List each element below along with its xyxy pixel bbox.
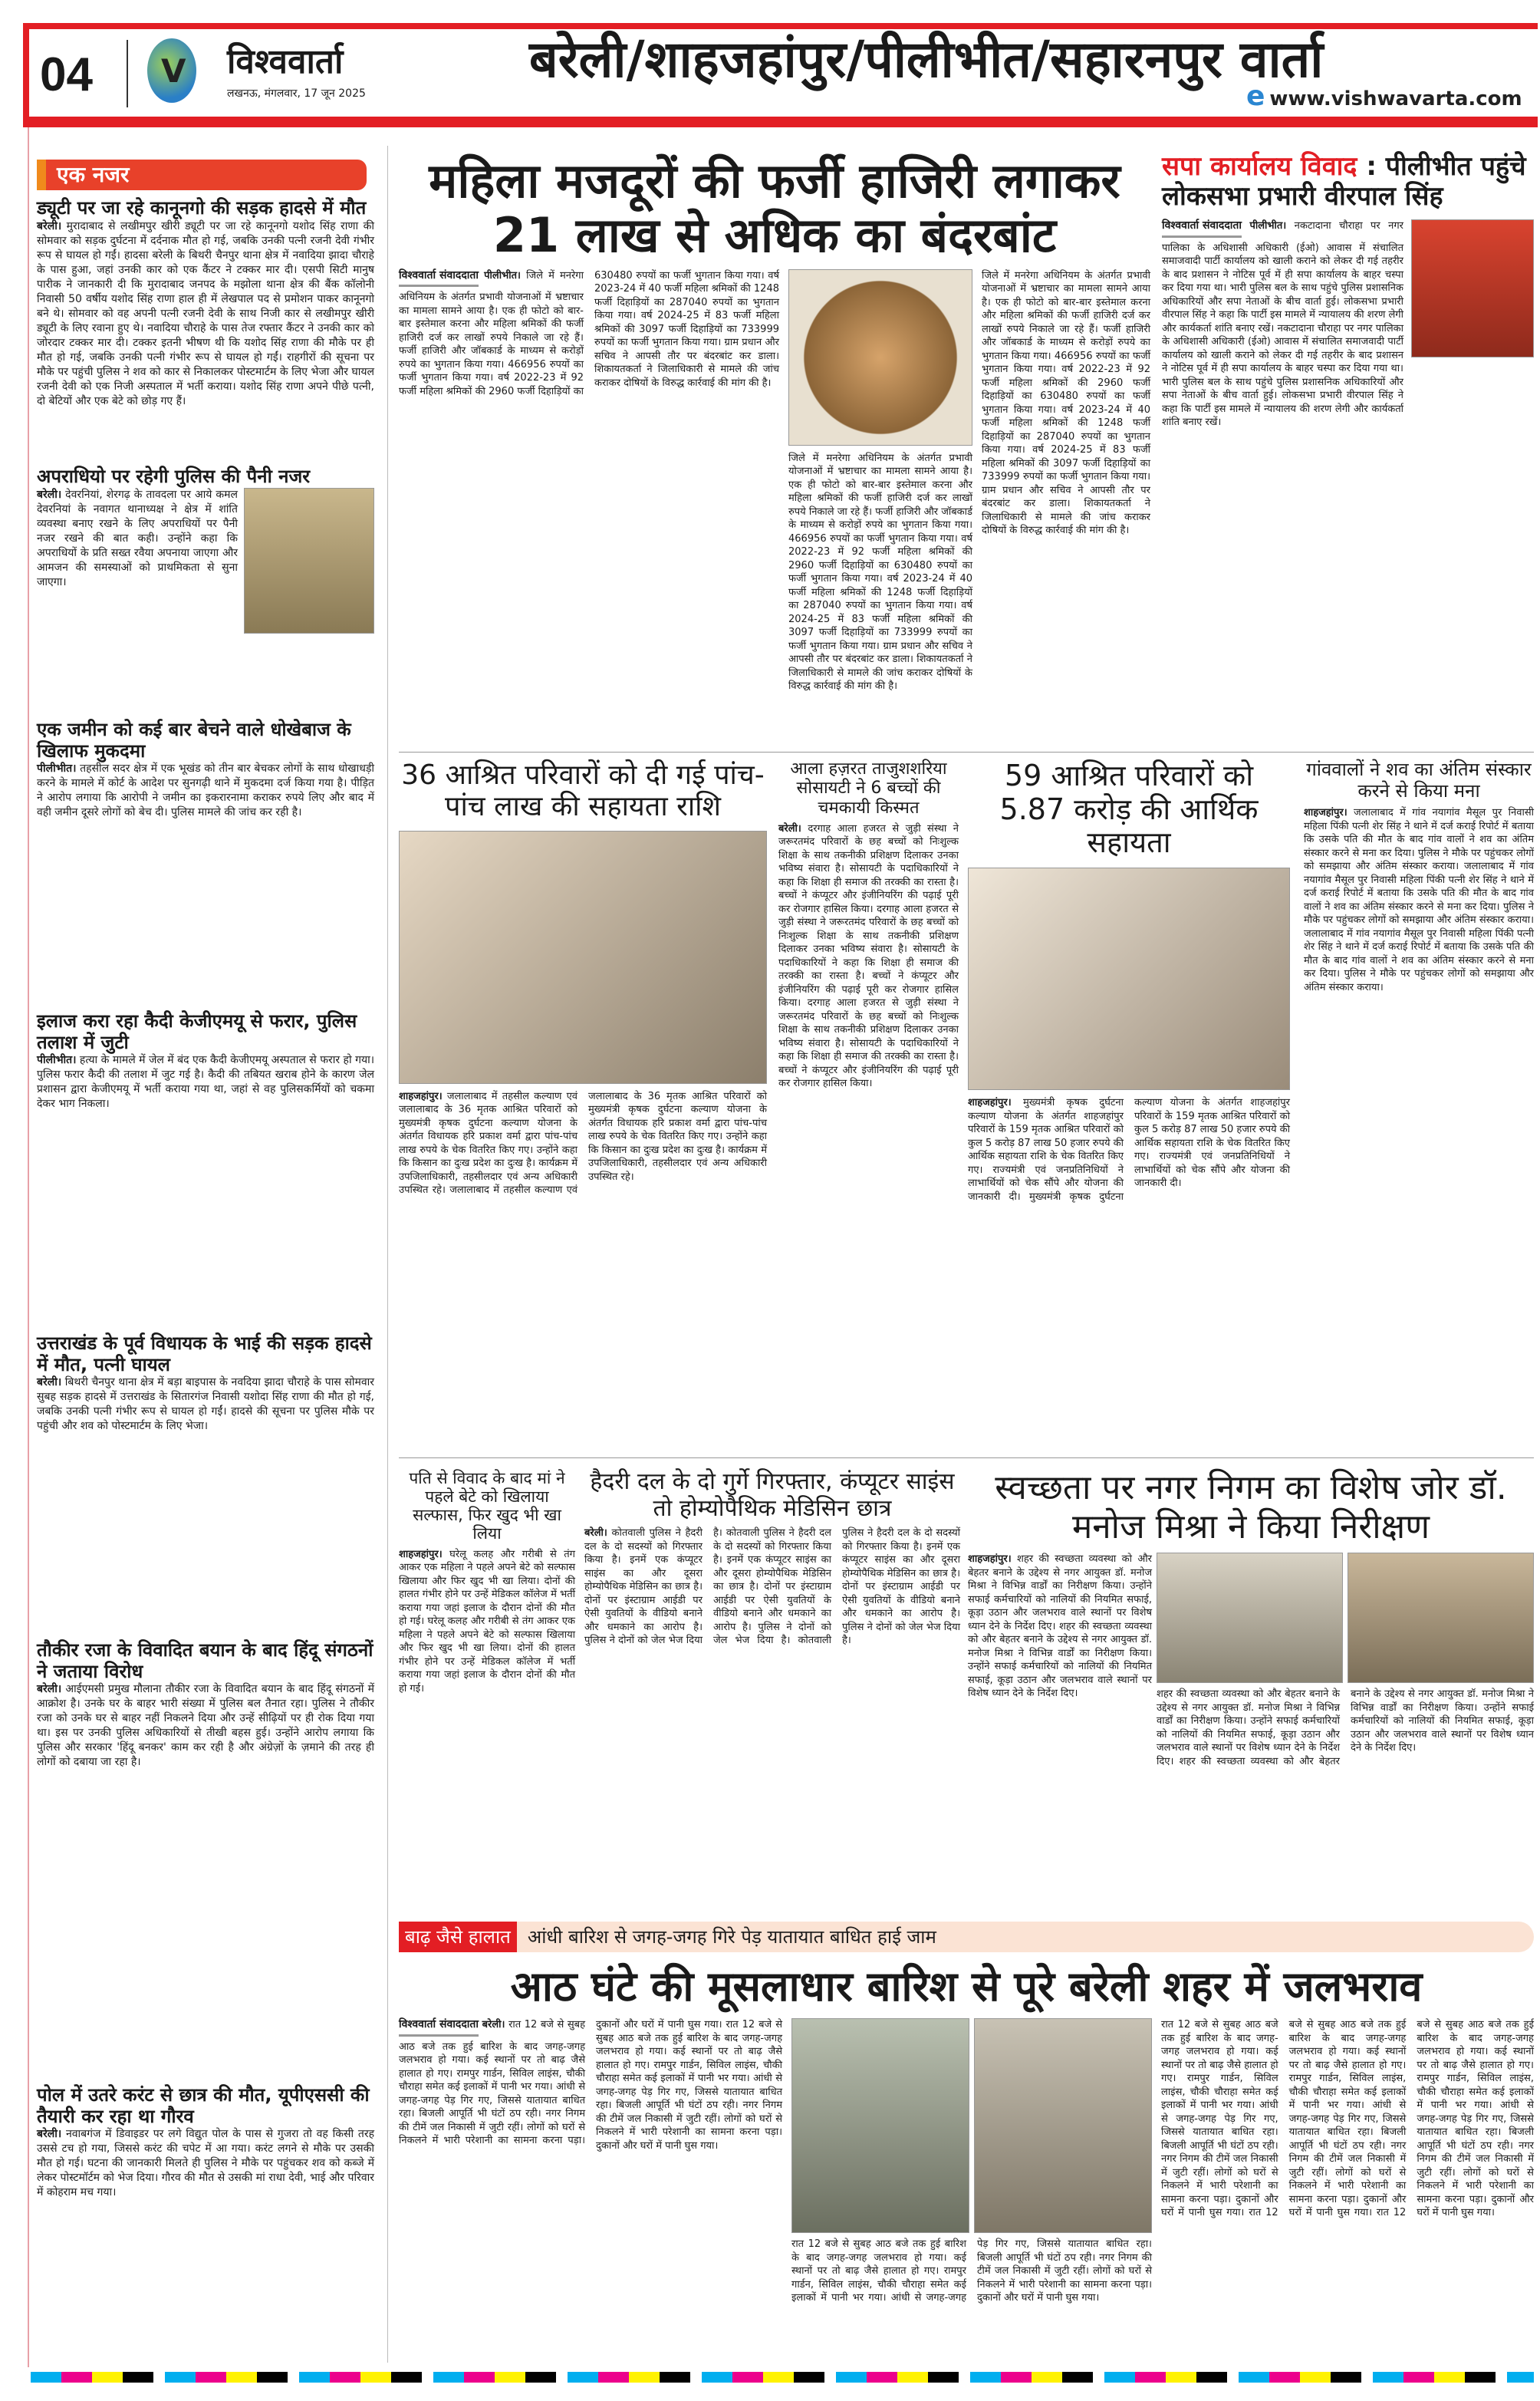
story-body: जलालाबाद में गांव नयागांव मैसूल पुर निवासी महिला पिंकी पत्नी शेर सिंह ने थाने में दर्ज कराई रिपोर्ट में बताया कि उसके पति की मौत के बाद गांव वालों ने शव का अंतिम संस्कार करने से मना कर दिया। पुलिस ने मौके पर पहुंचकर लोगों को समझाया और अंतिम संस्कार कराया। — [1304, 861, 1534, 927]
story-body: शहर की स्वच्छता व्यवस्था को और बेहतर बनाने के उद्देश्य से नगर आयुक्त डॉ. मनोज मिश्रा ने विभिन्न वार्डों का निरीक्षण किया। उन्होंने सफाई कर्मचारियों को नालियों की नियमित सफाई, कूड़ा उठान और जलभराव वाले स्थानों पर विशेष ध्यान देने के निर्देश दिए। — [968, 1620, 1153, 1700]
left-margin-rule — [28, 127, 29, 2367]
story-59-families — [968, 759, 1290, 1450]
dateline: बरेली। — [584, 1527, 607, 1539]
brief-headline: तौकीर रजा के विवादित बयान के बाद हिंदू संगठनों ने जताया विरोध — [37, 1639, 373, 1682]
story-body: मुख्यमंत्री कृषक दुर्घटना कल्याण योजना के अंतर्गत शाहजहांपुर परिवारों के 159 मृतक आश्रित परिवारों को कुल 5 करोड़ 87 लाख 50 हजार रुपये की आर्थिक सहायता राशि के चेक वितरित किए गए। राज्यमंत्री एवं जनप्रतिनिधियों ने लाभार्थियों को चेक सौंपे और योजना की जानकारी दी। — [968, 1097, 1124, 1203]
story-body: रात 12 बजे से सुबह आठ बजे तक हुई बारिश के बाद जगह-जगह जलभराव हो गया। कई स्थानों पर तो बाढ़ जैसे हालात हो गए। रामपुर गार्डन, सिविल लाइंस, चौकी चौराहा समेत कई इलाकों में पानी भर गया। आंधी से जगह-जगह पेड़ गिर गए, जिससे यातायात बाधित रहा। बिजली आपूर्ति भी घंटों ठप रही। नगर निगम की टीमें जल निकासी में जुटी रहीं। लोगों को घरों से निकलने में भारी परेशानी का सामना करना पड़ा। दुकानों और घरों में पानी घुस गया। — [596, 2019, 782, 2152]
lead-body-text: जिले में मनरेगा अधिनियम के अंतर्गत प्रभावी योजनाओं में भ्रष्टाचार का मामला सामने आया है। एक ही फोटो को बार-बार इस्तेमाल करना और महिला श्रमिकों की फर्जी हाजिरी दर्ज कर लाखों रुपये निकाले जा रहे हैं। फर्जी हाजिरी और जॉबकार्ड के माध्यम से करोड़ों रुपये का भुगतान किया गया। 466956 रुपयों का फर्जी भुगतान किया गया। वर्ष 2022-23 में 92 फर्जी महिला श्रमिकों की 2960 फर्जी दिहाड़ियों का 630480 रुपयों का फर्जी भुगतान किया गया। वर्ष 2023-24 में 40 फर्जी महिला श्रमिकों की 1248 फर्जी दिहाड़ियों का 287040 रुपयों का भुगतान किया गया। वर्ष 2024-25 में 83 फर्जी महिला श्रमिकों की 3097 फर्जी दिहाड़ियों का 733999 रुपयों का फर्जी भुगतान किया गया। ग्राम प्रधान और सचिव ने आपसी तौर पर बंदरबांट कर डाला। शिकायतकर्ता ने जिलाधिकारी से मामले की जांच कराकर दोषियों के विरुद्ध कार्रवाई की मांग की है। — [399, 269, 779, 397]
dateline: बरेली। — [482, 2019, 505, 2031]
story-body: मुख्यमंत्री कृषक दुर्घटना कल्याण योजना के अंतर्गत शाहजहांपुर परिवारों के 159 मृतक आश्रित परिवारों को कुल 5 करोड़ 87 लाख 50 हजार रुपये की आर्थिक सहायता राशि के चेक वितरित किए गए। राज्यमंत्री एवं जनप्रतिनिधियों ने लाभार्थियों को चेक सौंपे और योजना की जानकारी दी। — [1029, 1097, 1290, 1203]
story-body: जलालाबाद में गांव नयागांव मैसूल पुर निवासी महिला पिंकी पत्नी शेर सिंह ने थाने में दर्ज कराई रिपोर्ट में बताया कि उसके पति की मौत के बाद गांव वालों ने शव का अंतिम संस्कार करने से मना कर दिया। पुलिस ने मौके पर पहुंचकर लोगों को समझाया और अंतिम संस्कार कराया। — [1304, 927, 1534, 993]
row-divider — [399, 1457, 1534, 1458]
section-title: बरेली/शाहजहांपुर/पीलीभीत/सहारनपुर वार्ता — [529, 30, 1324, 89]
divider — [127, 40, 128, 107]
story-body: रात 12 बजे से सुबह आठ बजे तक हुई बारिश के बाद जगह-जगह जलभराव हो गया। कई स्थानों पर तो बाढ़ जैसे हालात हो गए। रामपुर गार्डन, सिविल लाइंस, चौकी चौराहा समेत कई इलाकों में पानी भर गया। आंधी से जगह-जगह पेड़ गिर गए, जिससे यातायात बाधित रहा। बिजली आपूर्ति भी घंटों ठप रही। नगर निगम की टीमें जल निकासी में जुटी रहीं। लोगों को घरों से निकलने में भारी परेशानी का सामना करना पड़ा। दुकानों और घरों में पानी घुस गया। — [1376, 2019, 1534, 2219]
brief-dateline: बरेली। — [37, 1376, 62, 1389]
story-body: शहर की स्वच्छता व्यवस्था को और बेहतर बनाने के उद्देश्य से नगर आयुक्त डॉ. मनोज मिश्रा ने विभिन्न वार्डों का निरीक्षण किया। उन्होंने सफाई कर्मचारियों को नालियों की नियमित सफाई, कूड़ा उठान और जलभराव वाले स्थानों पर विशेष ध्यान देने के निर्देश दिए। — [1157, 1688, 1340, 1767]
story-body: घरेलू कलह और गरीबी से तंग आकर एक महिला ने पहले अपने बेटे को सल्फास खिलाया और फिर खुद भी खा लिया। दोनों की हालत गंभीर होने पर उन्हें मेडिकल कॉलेज में भर्ती कराया गया जहां इलाज के दौरान दोनों की मौत हो गई। — [399, 1548, 575, 1628]
brief-body: हत्या के मामले में जेल में बंद एक कैदी केजीएमयू अस्पताल से फरार हो गया। पुलिस फरार कैदी की तलाश में जुट गई है। कैदी की तबियत खराब होने के कारण जेल प्रशासन द्वारा केजीएमयू में भर्ती कराया गया था, जहां से वह पुलिसकर्मियों को चकमा देकर भाग निकला। — [37, 1054, 375, 1111]
bottom-story — [399, 1922, 1534, 2366]
brief-dateline: बरेली। — [37, 1683, 62, 1696]
brief-headline: अपराधियो पर रहेगी पुलिस की पैनी नजर — [37, 466, 311, 487]
byline: विश्ववार्ता संवाददाता — [399, 2018, 479, 2037]
brief-story — [37, 1640, 374, 2085]
sweeper-photo — [1348, 1553, 1534, 1683]
dateline: शाहजहांपुर। — [1304, 807, 1348, 819]
officer-photo — [244, 488, 374, 634]
dateline: शाहजहांपुर। — [968, 1553, 1012, 1566]
story-headline: स्वच्छता पर नगर निगम का विशेष जोर डॉ. मनोज मिश्रा ने किया निरीक्षण — [995, 1468, 1507, 1546]
right-top-story — [1162, 152, 1534, 748]
right-top-headline — [1162, 152, 1534, 212]
brief-body: तहसील सदर क्षेत्र में एक भूखंड को तीन बार बेचकर लोगों के साथ धोखाधड़ी करने के मामले में कोर्ट के आदेश पर सुनगढ़ी थाने में मुकदमा दर्ज किया गया है। पीड़ित ने आरोप लगाया कि आरोपी ने जमीन का इकरारनामा कराकर रुपये लिए और बाद में वही जमीन दूसरे लोगों को बेच दी। पुलिस मामले की जांच कर रही है। — [37, 762, 374, 819]
story-body: रात 12 बजे से सुबह आठ बजे तक हुई बारिश के बाद जगह-जगह जलभराव हो गया। कई स्थानों पर तो बाढ़ जैसे हालात हो गए। रामपुर गार्डन, सिविल लाइंस, चौकी चौराहा समेत कई इलाकों में पानी भर गया। आंधी से जगह-जगह पेड़ गिर गए, जिससे यातायात बाधित रहा। बिजली आपूर्ति भी घंटों ठप रही। नगर निगम की टीमें जल निकासी में जुटी रहीं। लोगों को घरों से निकलने में भारी परेशानी का सामना करना पड़ा। दुकानों और घरों में पानी घुस गया। — [1161, 2019, 1278, 2219]
bottom-story-body — [399, 2018, 1534, 2366]
cheque-distribution-photo — [399, 831, 767, 1084]
brief-dateline: पीलीभीत। — [37, 1054, 77, 1067]
story-body: शहर की स्वच्छता व्यवस्था को और बेहतर बनाने के उद्देश्य से नगर आयुक्त डॉ. मनोज मिश्रा ने विभिन्न वार्डों का निरीक्षण किया। उन्होंने सफाई कर्मचारियों को नालियों की नियमित सफाई, कूड़ा उठान और जलभराव वाले स्थानों पर विशेष ध्यान देने के निर्देश दिए। — [1179, 1688, 1534, 1767]
brief-story — [37, 720, 374, 1011]
bottom-headline: आठ घंटे की मूसलाधार बारिश से पूरे बरेली शहर में जलभराव — [510, 1962, 1423, 2011]
byline: विश्ववार्ता संवाददाता — [399, 269, 479, 288]
color-registration-bar — [31, 2372, 1534, 2383]
story-headline: पति से विवाद के बाद मां ने पहले बेटे को खिलाया सल्फास, फिर खुद भी खा लिया — [409, 1469, 565, 1543]
headline-kicker: सपा कार्यालय विवाद — [1162, 151, 1357, 182]
story-headline: 59 आश्रित परिवारों को 5.87 करोड़ की आर्थिक सहायता — [999, 759, 1259, 860]
story-body: कोतवाली पुलिस ने हैदरी दल के दो सदस्यों को गिरफ्तार किया है। इनमें एक कंप्यूटर साइंस का और दूसरा होम्योपैथिक मेडिसिन का छात्र है। दोनों पर इंस्टाग्राम आईडी पर ऐसी युवतियों के वीडियो बनाने और धमकाने का आरोप है। पुलिस ने दोनों को जेल भेज दिया है। — [798, 1527, 960, 1646]
dateline: शाहजहांपुर। — [399, 1548, 443, 1560]
lead-body-text: जिले में मनरेगा अधिनियम के अंतर्गत प्रभावी योजनाओं में भ्रष्टाचार का मामला सामने आया है। एक ही फोटो को बार-बार इस्तेमाल करना और महिला श्रमिकों की फर्जी हाजिरी दर्ज कर लाखों रुपये निकाले जा रहे हैं। फर्जी हाजिरी और जॉबकार्ड के माध्यम से करोड़ों रुपये का भुगतान किया गया। 466956 रुपयों का फर्जी भुगतान किया गया। वर्ष 2022-23 में 92 फर्जी महिला श्रमिकों की 2960 फर्जी दिहाड़ियों का 630480 रुपयों का फर्जी भुगतान किया गया। वर्ष 2023-24 में 40 फर्जी महिला श्रमिकों की 1248 फर्जी दिहाड़ियों का 287040 रुपयों का भुगतान किया गया। वर्ष 2024-25 में 83 फर्जी महिला श्रमिकों की 3097 फर्जी दिहाड़ियों का 733999 रुपयों का फर्जी भुगतान किया गया। ग्राम प्रधान और सचिव ने आपसी तौर पर बंदरबांट कर डाला। शिकायतकर्ता ने जिलाधिकारी से मामले की जांच कराकर दोषियों के विरुद्ध कार्रवाई की मांग की है। — [788, 452, 972, 693]
left-column — [37, 198, 374, 2361]
cartoon-illustration — [788, 269, 972, 446]
lead-story-body — [399, 269, 1150, 748]
banner-tag: बाढ़ जैसे हालात — [399, 1922, 517, 1952]
dateline: लखनऊ, मंगलवार, 17 जून 2025 — [227, 87, 366, 100]
brief-dateline: पीलीभीत। — [37, 762, 77, 776]
brief-headline: उत्तराखंड के पूर्व विधायक के भाई की सड़क हादसे में मौत, पत्नी घायल — [37, 1332, 372, 1375]
lead-body-text: जिले में मनरेगा अधिनियम के अंतर्गत प्रभावी योजनाओं में भ्रष्टाचार का मामला सामने आया है। एक ही फोटो को बार-बार इस्तेमाल करना और महिला श्रमिकों की फर्जी हाजिरी दर्ज कर लाखों रुपये निकाले जा रहे हैं। फर्जी हाजिरी और जॉबकार्ड के माध्यम से करोड़ों रुपये का भुगतान किया गया। 466956 रुपयों का फर्जी भुगतान किया गया। वर्ष 2022-23 में 92 फर्जी महिला श्रमिकों की 2960 फर्जी दिहाड़ियों का 630480 रुपयों का फर्जी भुगतान किया गया। वर्ष 2023-24 में 40 फर्जी महिला श्रमिकों की 1248 फर्जी दिहाड़ियों का 287040 रुपयों का भुगतान किया गया। वर्ष 2024-25 में 83 फर्जी महिला श्रमिकों की 3097 फर्जी दिहाड़ियों का 733999 रुपयों का फर्जी भुगतान किया गया। ग्राम प्रधान और सचिव ने आपसी तौर पर बंदरबांट कर डाला। शिकायतकर्ता ने जिलाधिकारी से मामले की जांच कराकर दोषियों के विरुद्ध कार्रवाई की मांग की है। — [982, 269, 1150, 537]
story-body: कोतवाली पुलिस ने हैदरी दल के दो सदस्यों को गिरफ्तार किया है। इनमें एक कंप्यूटर साइंस का और दूसरा होम्योपैथिक मेडिसिन का छात्र है। दोनों पर इंस्टाग्राम आईडी पर ऐसी युवतियों के वीडियो बनाने और धमकाने का आरोप है। पुलिस ने दोनों को जेल भेज दिया है। — [713, 1527, 831, 1646]
banner-text: आंधी बारिश से जगह-जगह गिरे पेड़ यातायात बाधित हाई जाम — [527, 1926, 936, 1948]
street-flood-photo — [974, 2018, 1152, 2233]
story-cleanliness — [968, 1469, 1534, 1910]
story-body: रात 12 बजे से सुबह आठ बजे तक हुई बारिश के बाद जगह-जगह जलभराव हो गया। कई स्थानों पर तो बाढ़ जैसे हालात हो गए। रामपुर गार्डन, सिविल लाइंस, चौकी चौराहा समेत कई इलाकों में पानी भर गया। आंधी से जगह-जगह पेड़ गिर गए, जिससे यातायात बाधित रहा। बिजली आपूर्ति भी घंटों ठप रही। नगर निगम की टीमें जल निकासी में जुटी रहीं। लोगों को घरों से निकलने में भारी परेशानी का सामना करना पड़ा। दुकानों और घरों में पानी घुस गया। — [791, 2238, 1152, 2304]
logo-icon: V — [147, 38, 196, 103]
brief-dateline: बरेली। — [37, 488, 62, 501]
story-headline: आला हज़रत ताजुशशरिया सोसायटी ने 6 बच्चों की चमकायी किस्मत — [790, 759, 947, 818]
lead-headline-line1: महिला मजदूरों की फर्जी हाजिरी लगाकर — [429, 153, 1120, 209]
inspection-photo — [1157, 1553, 1343, 1683]
brief-headline: इलाज करा रहा कैदी केजीएमयू से फरार, पुलिस तलाश में जुटी — [37, 1010, 357, 1053]
story-ala-hazrat — [778, 759, 959, 1450]
waterlogging-photo — [791, 2018, 969, 2233]
byline: विश्ववार्ता संवाददाता — [1162, 219, 1242, 238]
flood-banner — [399, 1922, 1534, 1952]
page-number: 04 — [40, 48, 93, 101]
brief-headline: ड्यूटी पर जा रहे कानूनगो की सड़क हादसे में मौत — [37, 197, 367, 219]
story-body: रात 12 बजे से सुबह आठ बजे तक हुई बारिश के बाद जगह-जगह जलभराव हो गया। कई स्थानों पर तो बाढ़ जैसे हालात हो गए। रामपुर गार्डन, सिविल लाइंस, चौकी चौराहा समेत कई इलाकों में पानी भर गया। आंधी से जगह-जगह पेड़ गिर गए, जिससे यातायात बाधित रहा। बिजली आपूर्ति भी घंटों ठप रही। नगर निगम की टीमें जल निकासी में जुटी रहीं। लोगों को घरों से निकलने में भारी परेशानी का सामना करना पड़ा। दुकानों और घरों में पानी घुस गया। — [1249, 2019, 1407, 2219]
column-divider — [387, 146, 388, 2363]
brief-story — [37, 1011, 374, 1333]
brief-story — [37, 1333, 374, 1640]
story-36-families — [399, 759, 767, 1450]
dateline: बरेली। — [778, 822, 801, 835]
story-body: दरगाह आला हजरत से जुड़ी संस्था ने जरूरतमंद परिवारों के छह बच्चों को निःशुल्क शिक्षा के साथ तकनीकी प्रशिक्षण दिलाकर उनका भविष्य संवारा है। सोसायटी के पदाधिकारियों ने कहा कि शिक्षा ही समाज की तरक्की का रास्ता है। बच्चों ने कंप्यूटर और इंजीनियरिंग की पढ़ाई पूरी कर रोजगार हासिल किया। — [778, 903, 959, 1009]
story-headline: हैदरी दल के दो गुर्गे गिरफ्तार, कंप्यूटर साइंस तो होम्योपैथिक मेडिसिन छात्र — [590, 1468, 955, 1522]
story-body: शहर की स्वच्छता व्यवस्था को और बेहतर बनाने के उद्देश्य से नगर आयुक्त डॉ. मनोज मिश्रा ने विभिन्न वार्डों का निरीक्षण किया। उन्होंने सफाई कर्मचारियों को नालियों की नियमित सफाई, कूड़ा उठान और जलभराव वाले स्थानों पर विशेष ध्यान देने के निर्देश दिए। — [968, 1553, 1152, 1632]
brand-name: विश्ववार्ता — [227, 42, 344, 81]
brief-body: मुरादाबाद से लखीमपुर खीरी ड्यूटी पर जा रहे कानूनगो यशोद सिंह राणा की सोमवार को सड़क दुर्घटना में दर्दनाक मौत हो गई, जबकि उनकी पत्नी रजनी देवी गंभीर रूप से घायल हो गईं। हादसा बरेली के बिथरी चैनपुर थाना क्षेत्र में नवादिया झादा चौराहे के पास हुआ, जहां उनकी कार को एक कैंटर ने टक्कर मार दी। एसपी सिटी मानुष पारीक ने जानकारी दी कि मुरादाबाद जनपद के मझोला थाना क्षेत्र की बैंक कॉलोनी निवासी 50 वर्षीय यशोद सिंह राणा हाल ही में लेखपाल पद से प्रमोशन पाकर कानूनगो बने थे। सोमवार को वह अपनी पत्नी रजनी देवी के साथ निजी कार से लखीमपुर खीरी ड्यूटी के लिए रवाना हुए थे। नवादिया चौराहे के पास तेज रफ्तार कैंटर ने उनकी कार को जोरदार टक्कर मार दी। टक्कर इतनी भीषण थी कि यशोद सिंह राणा की मौके पर ही मौत हो गई, जबकि उनकी पत्नी गंभीर रूप से घायल हो गईं। राहगीरों की सूचना पर मौके पर पहुंची पुलिस ने शव को कार से निकालकर पोस्टमार्टम के लिए भेजा और घायल रजनी देवी को एक निजी अस्पताल में भर्ती कराया। यशोद सिंह राणा अपने पीछे पत्नी, दो बेटियों और एक बेटे को छोड़ गए हैं। — [37, 219, 374, 407]
brief-headline: एक जमीन को कई बार बेचने वाले धोखेबाज के खिलाफ मुकदमा — [37, 719, 351, 762]
dateline: शाहजहांपुर। — [968, 1097, 1012, 1109]
story-mother-poison — [399, 1469, 575, 1910]
row-divider — [399, 752, 1534, 753]
brief-body: नवाबगंज में डिवाइडर पर लगे विद्युत पोल के पास से गुजरा तो वह किसी तरह उससे टच हो गया, जिससे करंट की चपेट में आ गया। करंट लगने से मौके पर उसकी मौत हो गई। घटना की जानकारी मिलते ही पुलिस ने मौके पर पहुंचकर शव को कब्जे में लेकर पोस्टमॉर्टम को भेज दिया। गौरव की मौत से उसकी मां राधा देवी, भाई और परिवार में कोहराम मच गया। — [37, 2128, 374, 2199]
website-text: www.vishwavarta.com — [1269, 87, 1522, 110]
brief-headline: पोल में उतरे करंट से छात्र की मौत, यूपीएससी की तैयारी कर रहा था गौरव — [37, 2084, 370, 2127]
story-body: रात 12 बजे से सुबह आठ बजे तक हुई बारिश के बाद जगह-जगह जलभराव हो गया। कई स्थानों पर तो बाढ़ जैसे हालात हो गए। रामपुर गार्डन, सिविल लाइंस, चौकी चौराहा समेत कई इलाकों में पानी भर गया। आंधी से जगह-जगह पेड़ गिर गए, जिससे यातायात बाधित रहा। बिजली आपूर्ति भी घंटों ठप रही। नगर निगम की टीमें जल निकासी में जुटी रहीं। लोगों को घरों से निकलने में भारी परेशानी का सामना करना पड़ा। दुकानों और घरों में पानी घुस गया। — [399, 2019, 722, 2147]
masthead-rule — [23, 117, 1538, 127]
lead-headline-line2: 21 लाख से अधिक का बंदरबांट — [492, 207, 1057, 264]
dateline: पीलीभीत। — [1249, 220, 1287, 232]
lead-story — [399, 153, 1150, 748]
story-body: जलालाबाद में तहसील कल्याण एवं जलालाबाद के 36 मृतक आश्रित परिवारों को मुख्यमंत्री कृषक दुर्घटना कल्याण योजना के अंतर्गत विधायक हरि प्रकाश वर्मा द्वारा पांच-पांच लाख रुपये के चेक वितरित किए गए। उन्होंने कहा कि किसान का दुःख प्रदेश का दुःख है। कार्यक्रम में उपजिलाधिकारी, तहसीलदार एवं अन्य अधिकारी उपस्थित रहे। — [449, 1090, 767, 1197]
dateline: पीलीभीत। — [484, 269, 521, 282]
story-body: घरेलू कलह और गरीबी से तंग आकर एक महिला ने पहले अपने बेटे को सल्फास खिलाया और फिर खुद भी खा लिया। दोनों की हालत गंभीर होने पर उन्हें मेडिकल कॉलेज में भर्ती कराया गया जहां इलाज के दौरान दोनों की मौत हो गई। — [399, 1615, 575, 1695]
brief-body: देवरनियां, शेरगढ़ के तावदला पर आये कमल देवरनियां के नवागत थानाध्यक्ष ने क्षेत्र में शांति व्यवस्था बनाए रखने के लिए अपराधियों पर पैनी नजर रखने की बात कही। उन्होंने कहा कि अपराधियों के प्रति सख्त रवैया अपनाया जाएगा और आमजन की समस्याओं को प्राथमिकता से सुना जाएगा। — [37, 488, 238, 588]
website-link[interactable] — [1246, 81, 1534, 112]
story-body: जलालाबाद में तहसील कल्याण एवं जलालाबाद के 36 मृतक आश्रित परिवारों को मुख्यमंत्री कृषक दुर्घटना कल्याण योजना के अंतर्गत विधायक हरि प्रकाश वर्मा द्वारा पांच-पांच लाख रुपये के चेक वितरित किए गए। उन्होंने कहा कि किसान का दुःख प्रदेश का दुःख है। कार्यक्रम में उपजिलाधिकारी, तहसीलदार एवं अन्य अधिकारी उपस्थित रहे। — [399, 1090, 578, 1197]
story-body: नकटादाना चौराहा पर नगर पालिका के अधिशासी अधिकारी (ईओ) आवास में संचालित समाजवादी पार्टी कार्यालय को खाली कराने को लेकर दी गई तहरीर के बाद प्रशासन ने नोटिस पूर्व में ही सपा कार्यालय के बाहर चस्पा कर दिया गया था। भारी पुलिस बल के साथ पहुंचे पुलिस प्रशासनिक अधिकारियों और सपा नेताओं के बीच वार्ता हुई। लोकसभा प्रभारी वीरपाल सिंह ने कहा कि पार्टी इस मामले में न्यायालय की शरण लेगी और कार्यकर्ता शांति बनाए रखें। — [1162, 220, 1403, 334]
brief-story — [37, 466, 374, 720]
story-headline: गांववालों ने शव का अंतिम संस्कार करने से किया मना — [1306, 759, 1532, 802]
story-body: नकटादाना चौराहा पर नगर पालिका के अधिशासी अधिकारी (ईओ) आवास में संचालित समाजवादी पार्टी कार्यालय को खाली कराने को लेकर दी गई तहरीर के बाद प्रशासन ने नोटिस पूर्व में ही सपा कार्यालय के बाहर चस्पा कर दिया गया था। भारी पुलिस बल के साथ पहुंचे पुलिस प्रशासनिक अधिकारियों और सपा नेताओं के बीच वार्ता हुई। लोकसभा प्रभारी वीरपाल सिंह ने कहा कि पार्टी इस मामले में न्यायालय की शरण लेगी और कार्यकर्ता शांति बनाए रखें। — [1162, 322, 1403, 429]
browser-icon: e — [1246, 81, 1265, 112]
brief-body: आईएमसी प्रमुख मौलाना तौकीर रजा के विवादित बयान के बाद हिंदू संगठनों में आक्रोश है। उनके घर के बाहर भारी संख्या में पुलिस बल तैनात रहा। पुलिस ने तौकीर रजा को उनके घर से बाहर नहीं निकलने दिया और उन्हें सीढ़ियों पर ही रोक दिया गया था। इस पर उनकी पुलिस अधिकारियों से तीखी बहस हुई। उन्होंने आरोप लगाया कि पुलिस और सरकार 'हिंदू बनकर' काम कर रही है और अंग्रेज़ों के ज़माने की तरह ही लोगों को दबाया जा रहा है। — [37, 1683, 374, 1769]
ceremony-photo — [968, 868, 1290, 1090]
story-body: दरगाह आला हजरत से जुड़ी संस्था ने जरूरतमंद परिवारों के छह बच्चों को निःशुल्क शिक्षा के साथ तकनीकी प्रशिक्षण दिलाकर उनका भविष्य संवारा है। सोसायटी के पदाधिकारियों ने कहा कि शिक्षा ही समाज की तरक्की का रास्ता है। बच्चों ने कंप्यूटर और इंजीनियरिंग की पढ़ाई पूरी कर रोजगार हासिल किया। — [778, 822, 959, 915]
story-villagers — [1304, 759, 1534, 1450]
story-body: कोतवाली पुलिस ने हैदरी दल के दो सदस्यों को गिरफ्तार किया है। इनमें एक कंप्यूटर साइंस का और दूसरा होम्योपैथिक मेडिसिन का छात्र है। दोनों पर इंस्टाग्राम आईडी पर ऐसी युवतियों के वीडियो बनाने और धमकाने का आरोप है। पुलिस ने दोनों को जेल भेज दिया है। — [584, 1527, 722, 1646]
dateline: शाहजहांपुर। — [399, 1090, 443, 1102]
brief-dateline: बरेली। — [37, 2128, 62, 2141]
story-headline: 36 आश्रित परिवारों को दी गई पांच-पांच लाख की सहायता राशि — [401, 759, 765, 823]
brief-story — [37, 2085, 374, 2361]
story-body: दरगाह आला हजरत से जुड़ी संस्था ने जरूरतमंद परिवारों के छह बच्चों को निःशुल्क शिक्षा के साथ तकनीकी प्रशिक्षण दिलाकर उनका भविष्य संवारा है। सोसायटी के पदाधिकारियों ने कहा कि शिक्षा ही समाज की तरक्की का रास्ता है। बच्चों ने कंप्यूटर और इंजीनियरिंग की पढ़ाई पूरी कर रोजगार हासिल किया। — [778, 997, 959, 1090]
brief-dateline: बरेली। — [37, 219, 62, 232]
story-body: जलालाबाद में गांव नयागांव मैसूल पुर निवासी महिला पिंकी पत्नी शेर सिंह ने थाने में दर्ज कराई रिपोर्ट में बताया कि उसके पति की मौत के बाद गांव वालों ने शव का अंतिम संस्कार करने से मना कर दिया। पुलिस ने मौके पर पहुंचकर लोगों को समझाया और अंतिम संस्कार कराया। — [1304, 807, 1534, 873]
brief-story — [37, 198, 374, 466]
leader-photo — [1411, 219, 1534, 357]
headline-rest: : पीलीभीत पहुंचे लोकसभा प्रभारी वीरपाल सिंह — [1162, 151, 1526, 212]
story-haidari-dal — [584, 1469, 960, 1910]
ek-nazar-badge: एक नजर — [37, 160, 367, 190]
brief-body: बिथरी चैनपुर थाना क्षेत्र में बड़ा बाइपास के नवदिया झादा चौराहे के पास सोमवार सुबह सड़क हादसे में उत्तराखंड के सितारगंज निवासी यशोदा सिंह राणा की मौत हो गई, जबकि उनकी पत्नी गंभीर रूप से घायल हो गईं। हादसे की सूचना पर पुलिस मौके पर पहुंची और शव को पोस्टमार्टम के लिए भेजा। — [37, 1376, 375, 1433]
